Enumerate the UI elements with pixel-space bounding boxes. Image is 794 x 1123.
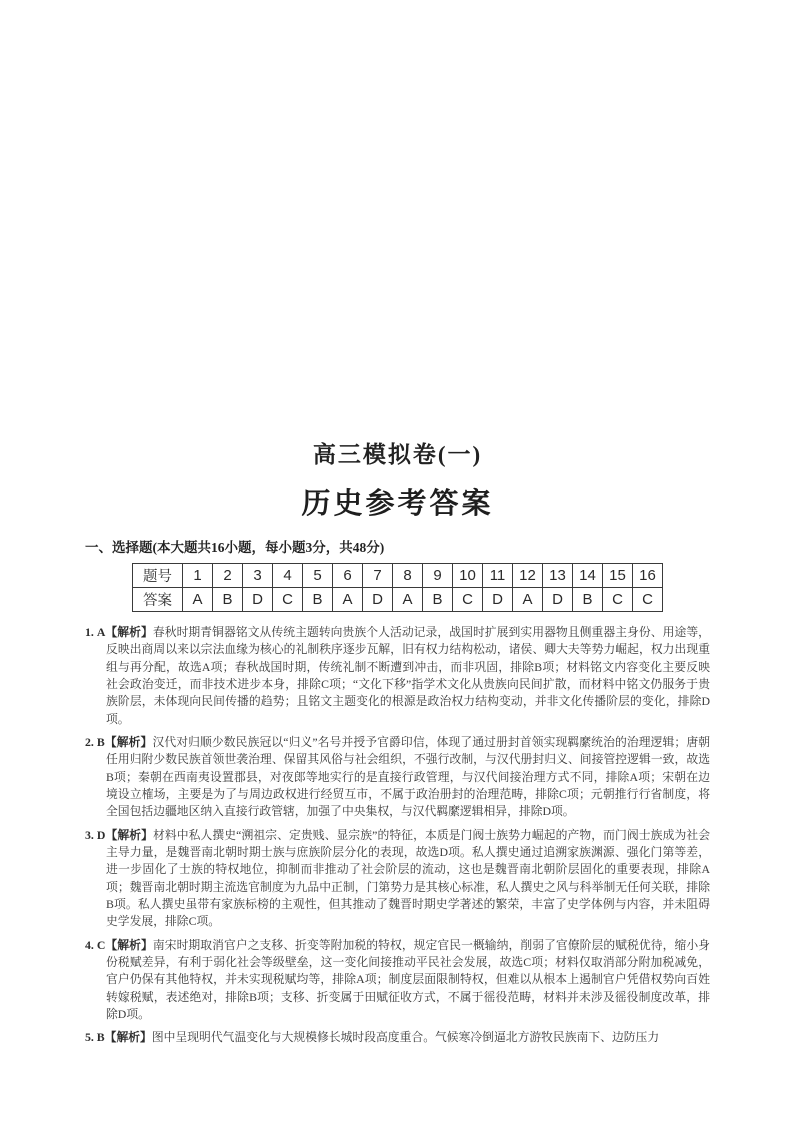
answer-key-title: 历史参考答案 (301, 488, 494, 520)
question-number-row (133, 564, 663, 588)
explanations-list (85, 624, 710, 1047)
explanation-item (85, 624, 710, 728)
question-number-cell: 4 (273, 564, 303, 588)
explanation-text: 南宋时期取消官户之支移、折变等附加税的特权，规定官民一概输纳，削弱了官僚阶层的赋税优待，缩小身份税赋差异，有利于弱化社会等级壁垒，这一变化间接推动平民社会发展，故选C项；材料仅取消部分附加税减免，官户仍保有其他特权，并未实现税赋均等，排除A项；制度层面限制特权，但难以从根本上遏制官户凭借权势向百姓转嫁税赋，表述绝对，排除B项；支移、折变属于田赋征收方式，不属于徭役范畴，材料并未涉及徭役制度改革，排除D项。 (106, 937, 710, 1021)
question-number-cell: 1 (183, 564, 213, 588)
question-number-cell: 15 (603, 564, 633, 588)
answer-cell: C (603, 588, 633, 612)
answer-cell: A (513, 588, 543, 612)
exam-title: 高三模拟卷(一) (312, 442, 483, 467)
answer-cell: B (423, 588, 453, 612)
question-number-cell: 11 (483, 564, 513, 588)
explanation-answer-tag: D【解析】 (96, 827, 154, 842)
answer-cell: D (543, 588, 573, 612)
question-number-cell: 16 (633, 564, 663, 588)
answer-cell: B (303, 588, 333, 612)
question-number-cell: 7 (363, 564, 393, 588)
answer-cell: C (633, 588, 663, 612)
explanation-item (85, 827, 710, 931)
question-number-cell: 2 (213, 564, 243, 588)
answer-table (132, 563, 663, 612)
question-number-row-label: 题号 (133, 564, 183, 588)
answer-row-label: 答案 (133, 588, 183, 612)
answer-cell: B (213, 588, 243, 612)
explanation-text: 汉代对归顺少数民族冠以“归义”名号并授予官爵印信，体现了通过册封首领实现羁縻统治的治理逻辑；唐朝任用归附少数民族首领世袭治理、保留其风俗与社会组织，不强行改制，与汉代册封归义、间接管控逻辑一致，故选B项；秦朝在西南夷设置郡县，对夜郎等地实行的是直接行政管理，与汉代间接治理方式不同，排除A项；宋朝在边境设立榷场，主要是为了与周边政权进行经贸互市，不属于政治册封的治理范畴，排除C项；元朝推行行省制度，将全国包括边疆地区纳入直接行政管辖，加强了中央集权，与汉代羁縻逻辑相异，排除D项。 (106, 734, 711, 819)
explanation-answer-tag: B【解析】 (96, 1030, 152, 1045)
answer-row (133, 588, 663, 612)
explanation-number: 1. (85, 625, 97, 639)
explanation-item (85, 1029, 710, 1046)
question-number-cell: 13 (543, 564, 573, 588)
question-number-cell: 9 (423, 564, 453, 588)
question-number-cell: 14 (573, 564, 603, 588)
explanation-number: 2. (85, 734, 97, 749)
section-heading: 一、选择题(本大题共16小题，每小题3分，共48分) (85, 540, 385, 555)
question-number-cell: 5 (303, 564, 333, 588)
question-number-cell: 3 (243, 564, 273, 588)
answer-cell: A (183, 588, 213, 612)
top-whitespace (85, 0, 710, 436)
answer-cell: D (483, 588, 513, 612)
answer-cell: D (363, 588, 393, 612)
answer-cell: D (243, 588, 273, 612)
explanation-answer-tag: B【解析】 (96, 734, 153, 749)
explanation-item (85, 734, 710, 821)
answer-cell: A (333, 588, 363, 612)
explanation-answer-tag: A【解析】 (96, 625, 153, 639)
question-number-cell: 8 (393, 564, 423, 588)
answer-cell: C (453, 588, 483, 612)
explanation-answer-tag: C【解析】 (96, 937, 153, 952)
explanation-number: 4. (85, 937, 97, 952)
answer-cell: B (573, 588, 603, 612)
answer-cell: A (393, 588, 423, 612)
explanation-item (85, 937, 710, 1024)
explanation-text: 春秋时期青铜器铭文从传统主题转向贵族个人活动记录，战国时扩展到实用器物且侧重器主身份、用途等，反映出商周以来以宗法血缘为核心的礼制秩序逐步瓦解，旧有权力结构松动，诸侯、卿大夫等势力崛起，权力出现重组与再分配，故选A项；春秋战国时期，传统礼制不断遭到冲击，而非巩固，排除B项；材料铭文内容变化主要反映社会政治变迁，而非技术进步本身，排除C项；“文化下移”指学术文化从贵族向民间扩散，而材料中铭文仍服务于贵族阶层，未体现向民间传播的趋势；且铭文主题变化的根源是政治权力结构变动，并非文化传播阶层的变化，排除D项。 (106, 625, 710, 726)
explanation-text: 图中呈现明代气温变化与大规模修长城时段高度重合。气候寒冷倒逼北方游牧民族南下、边防压力 (151, 1030, 660, 1045)
question-number-cell: 10 (453, 564, 483, 588)
answer-cell: C (273, 588, 303, 612)
question-number-cell: 12 (513, 564, 543, 588)
explanation-number: 5. (85, 1030, 97, 1045)
explanation-text: 材料中私人撰史“溯祖宗、定贵贱、显宗族”的特征，本质是门阀士族势力崛起的产物，而门阀士族成为社会主导力量，是魏晋南北朝时期士族与庶族阶层分化的表现，故选D项。私人撰史通过追溯家族渊源、强化门第等差，进一步固化了士族的特权地位，抑制而非推动了社会阶层的流动，这也是魏晋南北朝阶层固化的重要表现，排除A项；魏晋南北朝时期主流选官制度为九品中正制，门第势力是其核心标准，私人撰史之风与科举制无任何关联，排除B项。私人撰史虽带有家族标榜的主观性，但其推动了魏晋时期史学著述的繁荣，丰富了史学体例与内容，并未阻碍史学发展，排除C项。 (106, 827, 710, 929)
explanation-number: 3. (85, 827, 97, 842)
question-number-cell: 6 (333, 564, 363, 588)
